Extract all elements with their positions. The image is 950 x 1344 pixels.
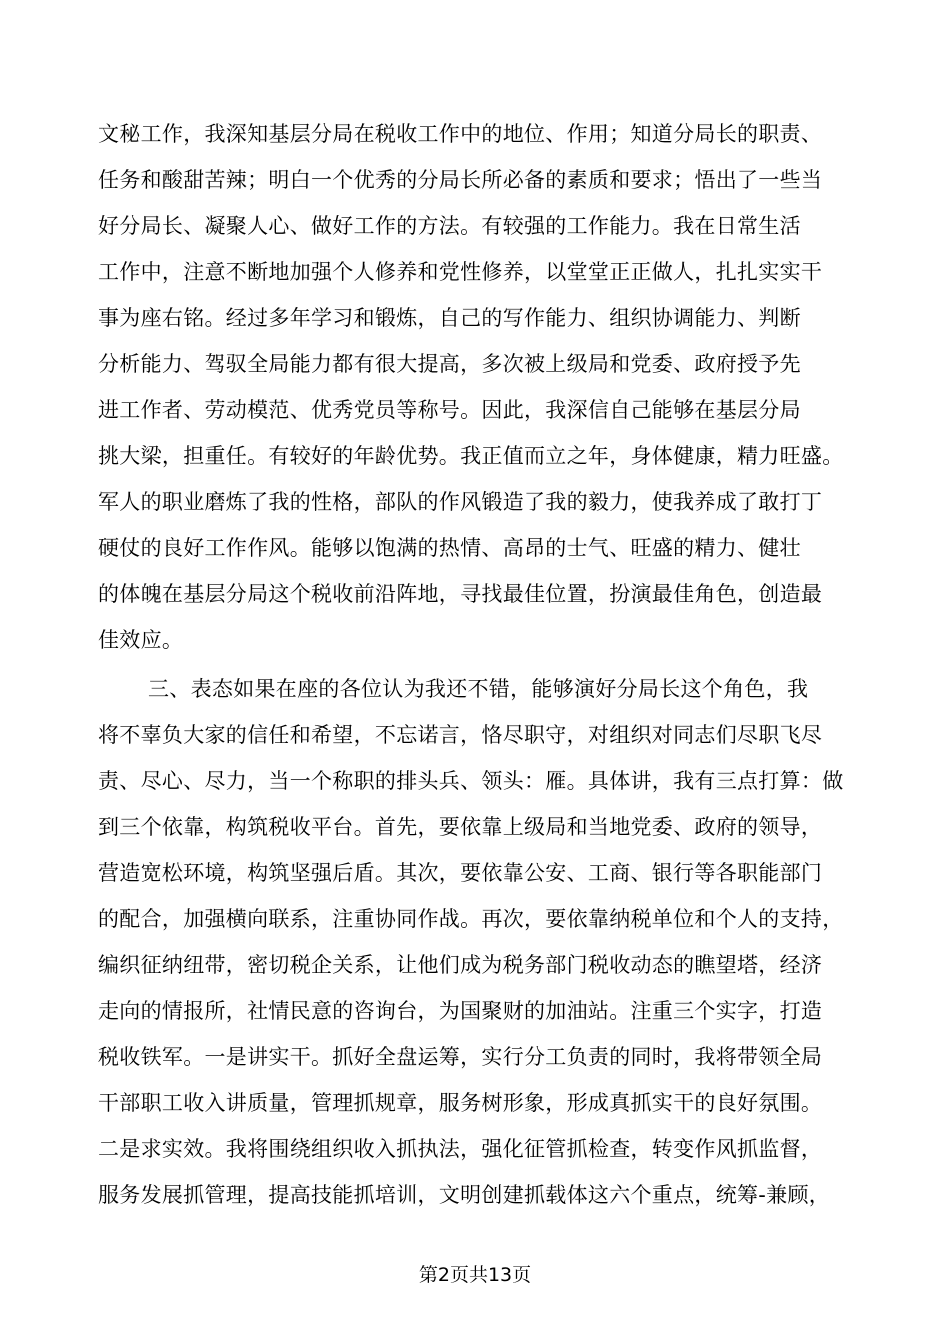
- paragraph-line: 税收铁军。一是讲实干。抓好全盘运筹，实行分工负责的同时，我将带领全局: [98, 1045, 823, 1069]
- paragraph-line: 责、尽心、尽力，当一个称职的排头兵、领头：雁。具体讲，我有三点打算：做: [98, 769, 844, 793]
- paragraph-line: 编织征纳纽带，密切税企关系，让他们成为税务部门税收动态的瞧望塔，经济: [98, 953, 823, 977]
- paragraph-line: 分析能力、驾驭全局能力都有很大提高，多次被上级局和党委、政府授予先: [98, 352, 801, 376]
- paragraph-line: 军人的职业磨炼了我的性格，部队的作风锻造了我的毅力，使我养成了敢打丁: [98, 490, 823, 514]
- paragraph-line: 佳效应。: [98, 628, 184, 652]
- page-number-footer: 第2页共13页: [418, 1264, 532, 1286]
- paragraph-line: 事为座右铭。经过多年学习和锻炼，自己的写作能力、组织协调能力、判断: [98, 306, 801, 330]
- paragraph-line: 的配合，加强横向联系，注重协同作战。再次，要依靠纳税单位和个人的支持，: [98, 907, 844, 931]
- paragraph-line: 工作中，注意不断地加强个人修养和党性修养，以堂堂正正做人，扎扎实实干: [98, 260, 823, 284]
- paragraph-line: 进工作者、劳动模范、优秀党员等称号。因此，我深信自己能够在基层分局: [98, 398, 801, 422]
- paragraph-line: 到三个依靠，构筑税收平台。首先，要依靠上级局和当地党委、政府的领导，: [98, 815, 823, 839]
- paragraph-line: 干部职工收入讲质量，管理抓规章，服务树形象，形成真抓实干的良好氛围。: [98, 1091, 823, 1115]
- paragraph-line: 文秘工作，我深知基层分局在税收工作中的地位、作用；知道分局长的职责、: [98, 122, 823, 146]
- paragraph-line: 硬仗的良好工作作风。能够以饱满的热情、高昂的士气、旺盛的精力、健壮: [98, 536, 801, 560]
- paragraph-line: 营造宽松环境，构筑坚强后盾。其次，要依靠公安、工商、银行等各职能部门: [98, 861, 823, 885]
- paragraph-line: 将不辜负大家的信任和希望，不忘诺言，恪尽职守，对组织对同志们尽职飞尽: [98, 723, 823, 747]
- paragraph-line: 二是求实效。我将围绕组织收入抓执法，强化征管抓检查，转变作风抓监督，: [98, 1137, 823, 1161]
- paragraph-line: 服务发展抓管理，提高技能抓培训，文明创建抓载体这六个重点，统筹-兼顾，: [98, 1183, 831, 1207]
- paragraph-line: 挑大梁，担重任。有较好的年龄优势。我正值而立之年，身体健康，精力旺盛。: [98, 444, 844, 468]
- paragraph-line: 走向的情报所，社情民意的咨询台，为国聚财的加油站。注重三个实字，打造: [98, 999, 823, 1023]
- paragraph-line: 的体魄在基层分局这个税收前沿阵地，寻找最佳位置，扮演最佳角色，创造最: [98, 582, 823, 606]
- paragraph-line-indented: 三、表态如果在座的各位认为我还不错，能够演好分局长这个角色，我: [148, 677, 809, 701]
- paragraph-line: 好分局长、凝聚人心、做好工作的方法。有较强的工作能力。我在日常生活: [98, 214, 801, 238]
- paragraph-line: 任务和酸甜苦辣；明白一个优秀的分局长所必备的素质和要求；悟出了一些当: [98, 168, 823, 192]
